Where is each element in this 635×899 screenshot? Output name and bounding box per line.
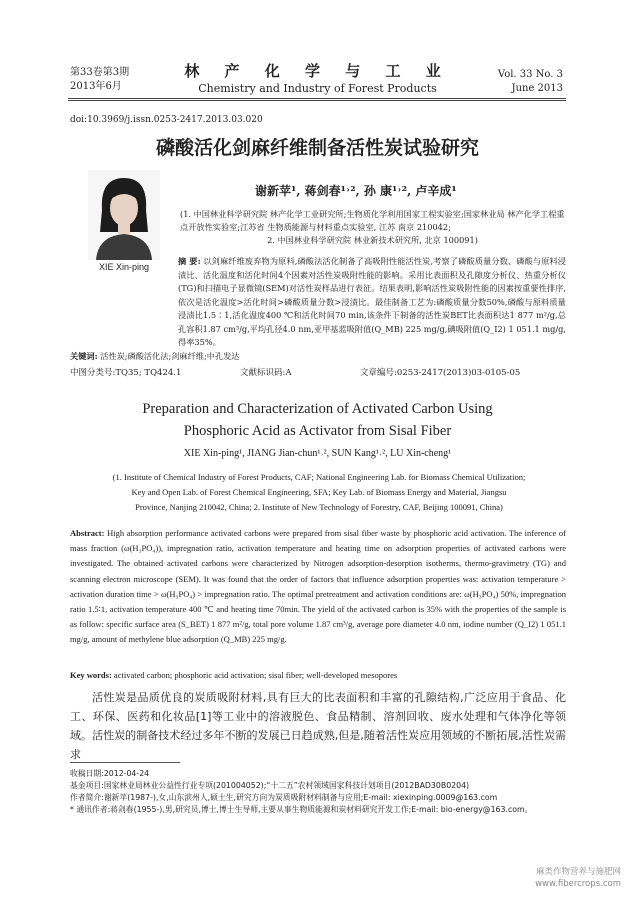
affiliation-en-2: Key and Open Lab. of Forest Chemical Engineering, SFA; Key Lab. of Biomass Energy and Material, Jiangsu (131, 487, 507, 497)
watermark-cn: 麻类作物营养与施肥网 (535, 867, 621, 877)
abstract-en-label: Abstract: (70, 528, 105, 538)
abstract-en-text: High absorption performance activated carbons were prepared from sisal fiber waste by phosphoric acid activation. The inference of mass fraction (ω(H₃PO₄)), impregnation ratio, activation temperature and heating time on adsorption properties of activated carbons were investigated. The obtained activated carbons were characterized by Nitrogen adsorption-desorption isotherms, thermo-gravimetry (TG) and scanning electron microscope (SEM). It was found that the order of factors that influence adsorption properties was: activation temperature > activation duration time > ω(H₃PO₄) > impregnation ratio. The optimal pretreatment and activation conditions are: ω(H₃PO₄) 50%, impregnation ratio 1.5∶1, activation temperature 400 ℃ and heating time 70min. The yield of the activated carbon is 35% with the properties of the sample is as follow: specific surface area (S_BET) 1 877 m²/g, total pore volume 1.87 cm³/g, average pore diameter 4.0 nm, iodine number (Q_I2) 1 051.1 mg/g, amount of methylene blue adsorption (Q_MB) 225 mg/g. (70, 528, 566, 645)
doc-code-value: A (285, 368, 292, 378)
watermark (535, 866, 621, 890)
issue-volume-en: Vol. 33 No. 3 (497, 69, 563, 80)
journal-name-cn: 林 产 化 学 与 工 业 (184, 62, 451, 80)
affiliation-cn-2: 2. 中国林业科学研究院 林业新技术研究所, 北京 100091) (267, 235, 478, 245)
journal-issue-en (498, 68, 563, 96)
title-en-line-1: Preparation and Characterization of Activated Carbon Using (142, 401, 493, 417)
keywords-cn-text: 活性炭;磷酸活化法;剑麻纤维;中孔发达 (100, 351, 240, 361)
watermark-url: www.fibercrops.com (535, 879, 621, 889)
article-number-value: 0253-2417(2013)03-0105-05 (396, 368, 521, 378)
doc-code (240, 366, 292, 378)
title-cn: 磷酸活化剑麻纤维制备活性炭试验研究 (155, 137, 479, 159)
affiliation-en-3: Province, Nanjing 210042, China; 2. Institute of New Technology of Forestry, CAF, Beijing 100091, China) (135, 502, 503, 512)
author-photo (88, 170, 160, 260)
clc-label: 中图分类号: (70, 368, 116, 378)
header-rule (68, 98, 566, 99)
affiliations-cn (180, 208, 565, 247)
title-en-line-2: Phosphoric Acid as Activator from Sisal Fiber (183, 423, 452, 439)
abstract-cn-text: 以剑麻纤维废弃物为原料,磷酸法活化制备了高吸附性能活性炭,考察了磷酸质量分数、磷酸与原料浸渍比、活化温度和活化时间4个因素对活性炭吸附性能的影响。采用比表面积及孔隙度分析仪、热重分析仪(TG)和扫描电子显微镜(SEM)对活性炭样品进行表征。结果表明,影响活性炭吸附性能的因素按重要性排序,依次是活化温度>活化时间>磷酸质量分数>浸渍比。最佳制备工艺为:磷酸质量分数50%,磷酸与原料质量浸渍比1.5∶1,活化温度400 ℃和活化时间70 min,该条件下制备的活性炭BET比表面积达1 877 m²/g,总孔容积1.87 cm³/g,平均孔径4.0 nm,亚甲基蓝吸附值(Q_MB) 225 mg/g,碘吸附值(Q_I2) 1 051.1 mg/g,得率35%。 (178, 256, 566, 347)
footnote-funding: 基金项目:国家林业局林业公益性行业专项(201004052);“十二五”农村领域国家科技计划项目(2012BAD30B0204) (70, 781, 470, 790)
journal-name-en: Chemistry and Industry of Forest Products (198, 82, 437, 95)
keywords-en (70, 670, 566, 680)
affiliation-en-1: (1. Institute of Chemical Industry of Forest Products, CAF; National Engineering Lab. for Biomass Chemical Utilization; (112, 472, 526, 482)
keywords-en-label: Key words: (70, 670, 112, 680)
keywords-cn-label: 关键词: (70, 351, 98, 361)
header-rule-2 (68, 100, 566, 101)
abstract-cn-label: 摘 要: (178, 256, 201, 266)
keywords-cn (70, 351, 239, 362)
issue-date-cn: 2013年6月 (70, 81, 122, 92)
footnote-received: 收稿日期:2012-04-24 (70, 769, 150, 778)
affiliation-cn-1: (1. 中国林业科学研究院 林产化学工业研究所;生物质化学利用国家工程实验室;国家林业局 林产化学工程重点开放性实验室;江苏省 生物质能源与材料重点实验室, 江苏 南京 210042; (180, 209, 565, 232)
footnote-rule (70, 762, 180, 763)
authors-en: XIE Xin-ping¹, JIANG Jian-chun¹˒², SUN Kang¹˒², LU Xin-cheng¹ (183, 448, 452, 459)
doc-code-label: 文献标识码: (240, 368, 286, 378)
body-text-cn: 活性炭是品质优良的炭质吸附材料,具有巨大的比表面积和丰富的孔隙结构,广泛应用于食品、化工、环保、医药和化妆品[1]等工业中的溶液脱色、食品精制、溶剂回收、废水处理和气体净化等领域。活性炭的制备技术经过多年不断的发展已日趋成熟,但是,随着活性炭应用领域的不断拓展,活性炭需求 (70, 691, 566, 761)
authors-cn: 谢新苹¹, 蒋剑春¹˒², 孙 康¹˒², 卢辛成¹ (255, 184, 457, 198)
photo-caption: XIE Xin-ping (98, 262, 150, 272)
issue-volume-cn: 第33卷第3期 (70, 67, 130, 78)
article-number (360, 366, 520, 378)
footnotes (70, 768, 566, 816)
doi[interactable]: doi:10.3969/j.issn.0253-2417.2013.03.020 (70, 115, 263, 125)
abstract-en (70, 526, 566, 648)
clc (70, 366, 181, 378)
footnote-author-bio: 作者简介:谢新苹(1987-),女,山东滨州人,硕士生,研究方向为炭质吸附材料制备与应用;E-mail: xiexinping.0009@163.com (70, 793, 498, 802)
author-portrait-image (88, 170, 160, 260)
article-number-label: 文章编号: (360, 368, 397, 378)
clc-value: TQ35; TQ424.1 (115, 368, 182, 378)
footnote-corresponding: * 通讯作者:蒋剑春(1955-),男,研究员,博士,博士生导师,主要从事生物质能源和炭材料研究开发工作;E-mail: bio-energy@163.com。 (70, 805, 533, 814)
title-en (0, 398, 635, 442)
abstract-cn (70, 255, 566, 350)
keywords-en-text: activated carbon; phosphoric acid activation; sisal fiber; well-developed mesopores (113, 670, 398, 680)
issue-date-en: June 2013 (511, 83, 563, 94)
affiliations-en (80, 470, 558, 515)
